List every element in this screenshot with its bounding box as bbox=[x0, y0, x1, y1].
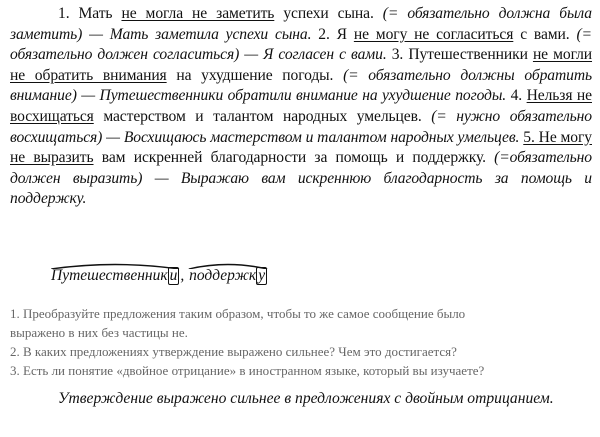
morpheme-word-2 bbox=[188, 266, 268, 286]
sentence-1-explanation: (= обязательно должна была заметить) — Мать заметила успехи сына. bbox=[10, 5, 592, 43]
sentence-3-start: 3. Путешественники bbox=[386, 46, 533, 64]
question-3: 3. Есть ли понятие «двойное отрицание» в иностранном языке, который вы изучаете? bbox=[10, 363, 485, 378]
sentence-1-end: успехи сына. bbox=[274, 5, 383, 22]
word-2-root: поддержк bbox=[189, 267, 257, 284]
sentence-5-explanation: (=обязательно должен выразить) — Выражаю вам искреннюю благодарность за помощь и поддержку. bbox=[10, 149, 592, 208]
root-arc-icon bbox=[188, 263, 268, 269]
sentence-4-start: 4. bbox=[506, 87, 527, 105]
sentence-2-end: с вами. bbox=[513, 25, 577, 43]
sentence-5-underlined: 5. Не могу не выразить bbox=[10, 128, 592, 167]
sentence-1-underlined: не могла не заметить bbox=[121, 5, 275, 22]
question-2: 2. В каких предложениях утверждение выражено сильнее? Чем это достигается? bbox=[10, 344, 457, 359]
sentence-1-start: Мать bbox=[78, 5, 122, 22]
word-2-ending-box: у bbox=[258, 267, 266, 284]
sentence-1-number: 1. bbox=[58, 5, 79, 22]
morpheme-separator: , bbox=[180, 267, 189, 284]
sentence-3-end: на ухудшение погоды. bbox=[166, 66, 344, 84]
sentence-4-explanation: (= нужно обязательно восхищаться) — Восхищаюсь мастерством и талантом народных умельцев. bbox=[10, 107, 592, 146]
sentence-4-end: мастерством и талантом народных умельцев. bbox=[93, 107, 432, 125]
sentences-paragraph bbox=[10, 4, 592, 210]
question-1-line-1: 1. Преобразуйте предложения таким образом, чтобы то же самое сообщение было bbox=[10, 306, 466, 321]
sentence-4-underlined: Нельзя не восхищаться bbox=[10, 87, 592, 125]
sentence-2-underlined: не могу не согласиться bbox=[353, 25, 514, 43]
word-1-ending-box: и bbox=[169, 267, 178, 284]
word-1-root: Путешественник bbox=[51, 267, 168, 284]
answer-text: Утверждение выражено сильнее в предложениях с двойным отрицанием. bbox=[58, 390, 554, 407]
sentence-2-explanation: (= обязательно должен согласиться) — Я согласен с вами. bbox=[10, 25, 592, 64]
morpheme-word-1 bbox=[50, 266, 180, 286]
sentence-5-end: вам искренней благодарности за помощь и поддержку. bbox=[93, 149, 495, 167]
sentence-3-underlined: не могли не обратить внимания bbox=[10, 46, 593, 84]
sentence-2-start: 2. Я bbox=[311, 25, 354, 43]
sentence-3-explanation: (= обязательно должны обратить внимание) — Путешественники обратили внимание на ухудшение погоды. bbox=[10, 66, 592, 105]
root-arc-icon bbox=[50, 263, 180, 269]
questions-list bbox=[10, 304, 595, 380]
exercise-text bbox=[10, 4, 592, 210]
question-1-line-2: выражено в них без частицы не. bbox=[10, 325, 188, 340]
morpheme-analysis bbox=[50, 266, 268, 286]
